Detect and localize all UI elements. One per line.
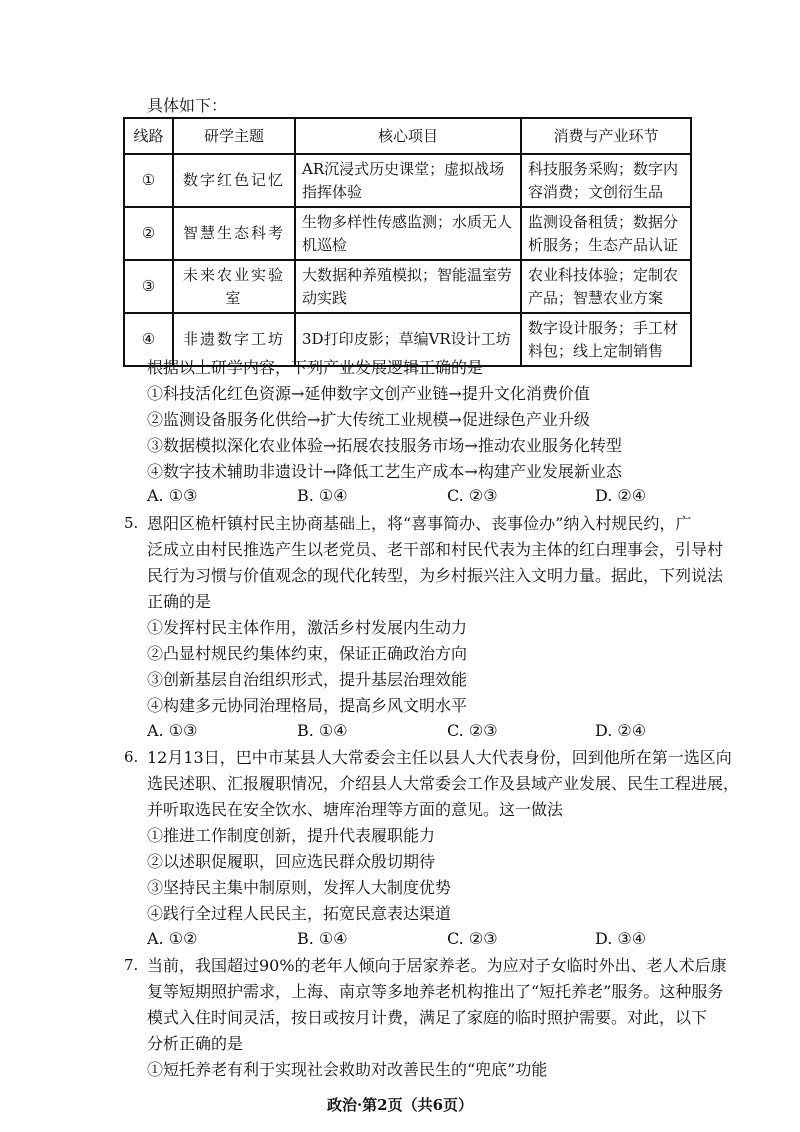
route-number: ② xyxy=(124,207,173,260)
q5-stem-line-1: 恩阳区桅杆镇村民主协商基础上，将“喜事简办、丧事俭办”纳入村规民约，广 xyxy=(147,514,692,533)
route-consumption: 科技服务采购；数字内容消费；文创衍生品 xyxy=(521,154,691,207)
q5-option-a[interactable]: A. ①③ xyxy=(147,721,198,740)
route-theme: 数字红色记忆 xyxy=(173,154,295,207)
q7-number: 7. xyxy=(124,956,139,974)
route-consumption: 监测设备租赁；数据分析服务；生态产品认证 xyxy=(521,207,691,260)
q6-stem-line-2: 选民述职、汇报履职情况，介绍县人大常委会工作及县域产业发展、民生工程进展， xyxy=(147,774,740,793)
q5-item-3: ③创新基层自治组织形式，提升基层治理效能 xyxy=(147,670,468,689)
q6-stem-line-1: 12月13日，巴中市某县人大常委会主任以县人大代表身份，回到他所在第一选区向 xyxy=(147,748,732,767)
route-number: ④ xyxy=(124,313,173,366)
route-consumption: 数字设计服务；手工材料包；线上定制销售 xyxy=(521,313,691,366)
q5-item-2: ②凸显村规民约集体约束，保证正确政治方向 xyxy=(147,644,468,663)
q5-option-d[interactable]: D. ②④ xyxy=(595,721,647,740)
q6-options xyxy=(147,929,707,951)
q6-option-d[interactable]: D. ③④ xyxy=(595,929,647,948)
page-footer: 政治·第2页（共6页） xyxy=(326,1096,474,1114)
q6-number: 6. xyxy=(124,748,139,766)
q4-item-1: ①科技活化红色资源→延伸数字文创产业链→提升文化消费价值 xyxy=(147,384,590,403)
q4-options xyxy=(147,486,707,508)
table-row xyxy=(124,154,691,207)
table-row xyxy=(124,207,691,260)
q5-options xyxy=(147,721,707,743)
q4-item-2: ②监测设备服务化供给→扩大传统工业规模→促进绿色产业升级 xyxy=(147,410,590,429)
q5-stem-line-4: 正确的是 xyxy=(147,592,212,611)
route-number: ③ xyxy=(124,260,173,313)
q6-item-1: ①推进工作制度创新，提升代表履职能力 xyxy=(147,826,436,845)
q4-option-a[interactable]: A. ①③ xyxy=(147,486,198,505)
route-number: ① xyxy=(124,154,173,207)
q4-item-3: ③数据模拟深化农业体验→拓展农技服务市场→推动农业服务化转型 xyxy=(147,436,622,455)
q5-item-1: ①发挥村民主体作用，激活乡村发展内生动力 xyxy=(147,618,468,637)
q4-option-c[interactable]: C. ②③ xyxy=(447,486,498,505)
route-core-project: 生物多样性传感监测；水质无人机巡检 xyxy=(295,207,521,260)
header-core-project: 核心项目 xyxy=(295,118,521,154)
q4-option-b[interactable]: B. ①④ xyxy=(297,486,348,505)
q4-stem: 根据以上研学内容，下列产业发展逻辑正确的是 xyxy=(147,358,484,377)
q5-item-4: ④构建多元协同治理格局，提高乡风文明水平 xyxy=(147,696,468,715)
q6-stem-line-3: 并听取选民在安全饮水、塘库治理等方面的意见。这一做法 xyxy=(147,800,564,819)
q4-item-4: ④数字技术辅助非遗设计→降低工艺生产成本→构建产业发展新业态 xyxy=(147,462,622,481)
research-route-table xyxy=(123,117,692,367)
q7-stem-line-2: 复等短期照护需求，上海、南京等多地养老机构推出了“短托养老”服务。这种服务 xyxy=(147,982,724,1001)
header-theme: 研学主题 xyxy=(173,118,295,154)
table-row xyxy=(124,260,691,313)
route-theme: 未来农业实验室 xyxy=(173,260,295,313)
q5-option-b[interactable]: B. ①④ xyxy=(297,721,348,740)
q7-stem-line-4: 分析正确的是 xyxy=(147,1034,244,1053)
q7-item-1: ①短托养老有利于实现社会救助对改善民生的“兜底”功能 xyxy=(147,1060,548,1079)
q5-option-c[interactable]: C. ②③ xyxy=(447,721,498,740)
q7-stem-line-1: 当前，我国超过90%的老年人倾向于居家养老。为应对子女临时外出、老人术后康 xyxy=(147,956,727,975)
q6-option-b[interactable]: B. ①④ xyxy=(297,929,348,948)
q6-item-2: ②以述职促履职，回应选民群众殷切期待 xyxy=(147,852,436,871)
q7-stem-line-3: 模式入住时间灵活，按日或按月计费，满足了家庭的临时照护需要。对此，以下 xyxy=(147,1008,708,1027)
table-header-row xyxy=(124,118,691,154)
route-core-project: 大数据种养殖模拟；智能温室劳动实践 xyxy=(295,260,521,313)
route-theme: 非遗数字工坊 xyxy=(173,313,295,366)
q6-option-a[interactable]: A. ①② xyxy=(147,929,198,948)
q6-item-4: ④践行全过程人民民主，拓宽民意表达渠道 xyxy=(147,904,452,923)
route-theme: 智慧生态科考 xyxy=(173,207,295,260)
q6-option-c[interactable]: C. ②③ xyxy=(447,929,498,948)
header-route: 线路 xyxy=(124,118,173,154)
q5-number: 5. xyxy=(124,514,139,532)
route-core-project: AR沉浸式历史课堂；虚拟战场指挥体验 xyxy=(295,154,521,207)
q5-stem-line-3: 民行为习惯与价值观念的现代化转型，为乡村振兴注入文明力量。据此，下列说法 xyxy=(147,566,724,585)
q5-stem-line-2: 泛成立由村民推选产生以老党员、老干部和村民代表为主体的红白理事会，引导村 xyxy=(147,540,724,559)
q6-item-3: ③坚持民主集中制原则，发挥人大制度优势 xyxy=(147,878,452,897)
header-consumption: 消费与产业环节 xyxy=(521,118,691,154)
table-intro: 具体如下： xyxy=(147,96,228,115)
route-core-project: 3D打印皮影；草编VR设计工坊 xyxy=(295,313,521,366)
q4-option-d[interactable]: D. ②④ xyxy=(595,486,647,505)
route-consumption: 农业科技体验；定制农产品；智慧农业方案 xyxy=(521,260,691,313)
